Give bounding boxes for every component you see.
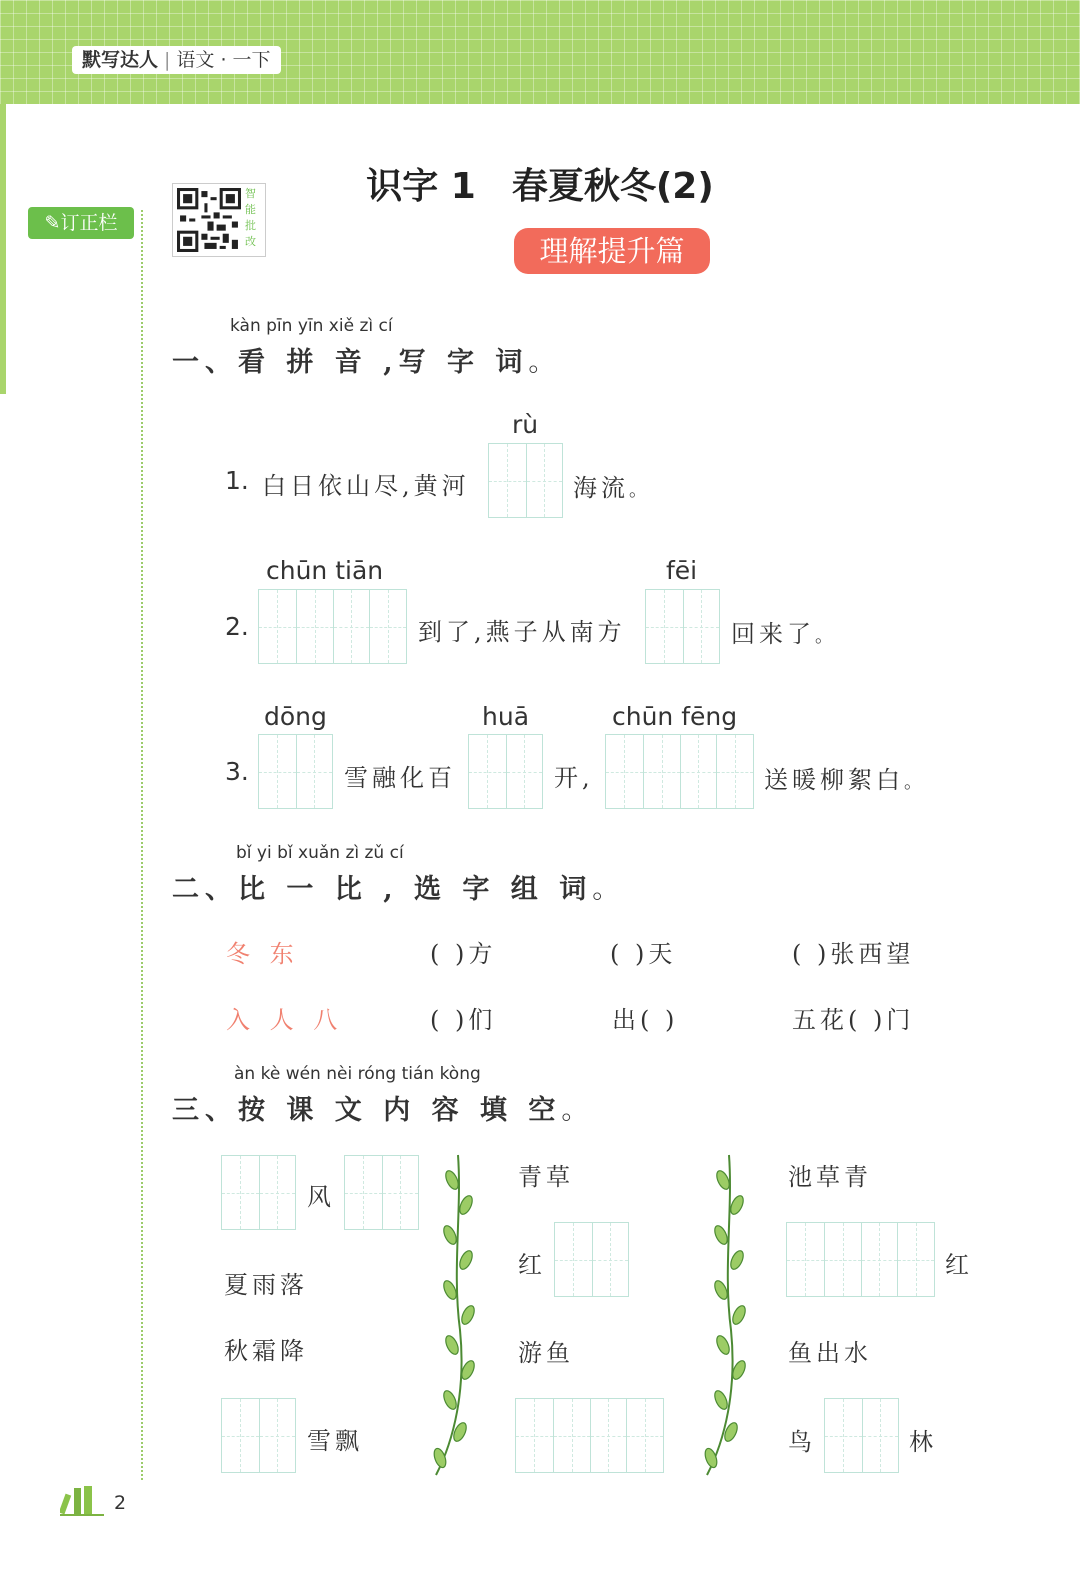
q2-text-a: 到了,燕子从南方	[418, 618, 626, 646]
writing-cell[interactable]	[296, 590, 333, 663]
part3-heading-text: 三、按 课 文 内 容 填 空	[172, 1095, 562, 1126]
writing-cell[interactable]	[382, 1156, 419, 1229]
qr-label: 智能批改	[245, 187, 256, 248]
part2-heading-text: 二、比 一 比 , 选 字 组 词	[172, 874, 593, 905]
part2-heading	[172, 867, 625, 906]
writing-cell[interactable]	[345, 1156, 382, 1229]
writing-cell[interactable]	[259, 1399, 296, 1472]
writing-cell[interactable]	[553, 1399, 590, 1472]
p3-snow: 雪飘	[307, 1427, 363, 1455]
q2-number: 2.	[225, 612, 249, 641]
p3-red-1: 红	[518, 1251, 546, 1279]
p3-fish-2: 鱼出水	[788, 1339, 872, 1367]
q1-pinyin: rù	[512, 410, 539, 439]
p3-c2-box-2[interactable]	[515, 1398, 664, 1473]
row1-item-2[interactable]: ( )天	[610, 940, 677, 968]
q3-text-c-main: 送暖柳絮白	[764, 766, 904, 794]
q1-text-b	[573, 468, 651, 503]
writing-cell[interactable]	[259, 735, 296, 808]
row2-chars: 入 人 八	[226, 1006, 344, 1034]
writing-cell[interactable]	[296, 735, 333, 808]
q3-pinyin-c: chūn fēng	[612, 702, 738, 731]
p3-forest: 林	[909, 1428, 937, 1456]
q1-end: 。	[629, 480, 651, 501]
q3-answer-box-c[interactable]	[605, 734, 754, 809]
writing-cell[interactable]	[825, 1399, 862, 1472]
side-strip	[0, 104, 6, 394]
q1-answer-box[interactable]	[488, 443, 563, 518]
q3-pinyin-b: huā	[482, 702, 530, 731]
q2-pinyin-a: chūn tiān	[266, 556, 384, 585]
row1-chars: 冬 东	[226, 940, 300, 968]
writing-cell[interactable]	[222, 1399, 259, 1472]
q3-answer-box-b[interactable]	[468, 734, 543, 809]
book-tag	[72, 46, 281, 74]
q3-pinyin-a: dōng	[264, 702, 327, 731]
p3-autumn: 秋霜降	[224, 1337, 308, 1365]
writing-cell[interactable]	[516, 1399, 553, 1472]
q2-answer-box-b[interactable]	[645, 589, 720, 664]
writing-cell[interactable]	[469, 735, 506, 808]
correction-divider	[141, 210, 143, 1480]
writing-cell[interactable]	[506, 735, 543, 808]
q3-end: 。	[904, 772, 926, 793]
p3-c1-box-3[interactable]	[221, 1398, 296, 1473]
writing-cell[interactable]	[646, 590, 683, 663]
lesson-title: 春夏秋冬(2)	[511, 166, 714, 207]
page-number: 2	[114, 1492, 127, 1514]
p3-red-2: 红	[945, 1251, 973, 1279]
part1-heading-end: 。	[528, 347, 562, 378]
p3-c1-box-2[interactable]	[344, 1155, 419, 1230]
writing-cell[interactable]	[592, 1223, 629, 1296]
tag-separator: |	[164, 49, 171, 71]
p3-bird: 鸟	[788, 1428, 816, 1456]
part3-heading-end: 。	[561, 1095, 595, 1126]
q2-answer-box-a[interactable]	[258, 589, 407, 664]
part1-heading	[172, 340, 561, 379]
p3-grass: 青草	[518, 1163, 574, 1191]
q2-text-b	[731, 614, 837, 649]
writing-cell[interactable]	[555, 1223, 592, 1296]
writing-cell[interactable]	[824, 1223, 861, 1296]
part2-heading-end: 。	[592, 874, 626, 905]
correction-tab	[28, 207, 134, 239]
section-badge: 理解提升篇	[514, 228, 710, 274]
pencil-icon: ✎	[44, 212, 61, 234]
books-icon	[60, 1484, 104, 1516]
q3-text-b: 开,	[554, 764, 594, 792]
writing-cell[interactable]	[259, 590, 296, 663]
part3-heading	[172, 1088, 594, 1127]
q3-text-c	[764, 760, 926, 795]
part1-heading-pinyin: kàn pīn yīn xiě zì cí	[230, 316, 393, 336]
writing-cell[interactable]	[590, 1399, 627, 1472]
q3-number: 3.	[225, 757, 249, 786]
p3-wind: 风	[307, 1183, 335, 1211]
part3-heading-pinyin: àn kè wén nèi róng tián kòng	[234, 1064, 481, 1084]
correction-label: 订正栏	[60, 212, 118, 234]
writing-cell[interactable]	[333, 590, 370, 663]
p3-summer: 夏雨落	[224, 1271, 308, 1299]
vine-divider-2	[697, 1150, 757, 1480]
p3-c3-box-1[interactable]	[786, 1222, 935, 1297]
row1-item-3[interactable]: ( )张西望	[792, 940, 915, 968]
writing-cell[interactable]	[222, 1156, 259, 1229]
row1-item-1[interactable]: ( )方	[430, 940, 497, 968]
q1-text-b-main: 海流	[573, 474, 629, 502]
q2-pinyin-b: fēi	[666, 556, 698, 585]
q2-end: 。	[815, 626, 837, 647]
writing-cell[interactable]	[526, 444, 563, 517]
writing-cell[interactable]	[626, 1399, 663, 1472]
q3-text-a: 雪融化百	[344, 764, 456, 792]
page-title	[0, 158, 1080, 209]
p3-fish-1: 游鱼	[518, 1339, 574, 1367]
writing-cell[interactable]	[683, 590, 720, 663]
p3-c2-box-1[interactable]	[554, 1222, 629, 1297]
q2-text-b-main: 回来了	[731, 620, 815, 648]
row2-item-2[interactable]: 出( )	[612, 1006, 679, 1034]
q1-number: 1.	[225, 466, 249, 495]
q3-answer-box-a[interactable]	[258, 734, 333, 809]
book-title: 默写达人	[82, 49, 159, 71]
writing-cell[interactable]	[643, 735, 680, 808]
q1-text-a: 白日依山尽,黄河	[262, 472, 470, 500]
row2-item-1[interactable]: ( )们	[430, 1006, 497, 1034]
part2-heading-pinyin: bǐ yi bǐ xuǎn zì zǔ cí	[236, 843, 404, 863]
writing-cell[interactable]	[787, 1223, 824, 1296]
subject-label: 语文 · 一下	[176, 49, 271, 71]
lesson-number: 识字 1	[366, 166, 476, 207]
writing-cell[interactable]	[489, 444, 526, 517]
p3-c3-box-2[interactable]	[824, 1398, 899, 1473]
writing-cell[interactable]	[680, 735, 717, 808]
p3-pond: 池草青	[788, 1163, 872, 1191]
writing-cell[interactable]	[259, 1156, 296, 1229]
vine-divider-1	[426, 1150, 486, 1480]
writing-cell[interactable]	[861, 1223, 898, 1296]
writing-cell[interactable]	[369, 590, 406, 663]
writing-cell[interactable]	[606, 735, 643, 808]
writing-cell[interactable]	[862, 1399, 899, 1472]
part1-heading-text: 一、看 拼 音 ,写 字 词	[172, 347, 529, 378]
row2-item-3[interactable]: 五花( )门	[792, 1006, 915, 1034]
writing-cell[interactable]	[716, 735, 753, 808]
writing-cell[interactable]	[897, 1223, 934, 1296]
p3-c1-box-1[interactable]	[221, 1155, 296, 1230]
